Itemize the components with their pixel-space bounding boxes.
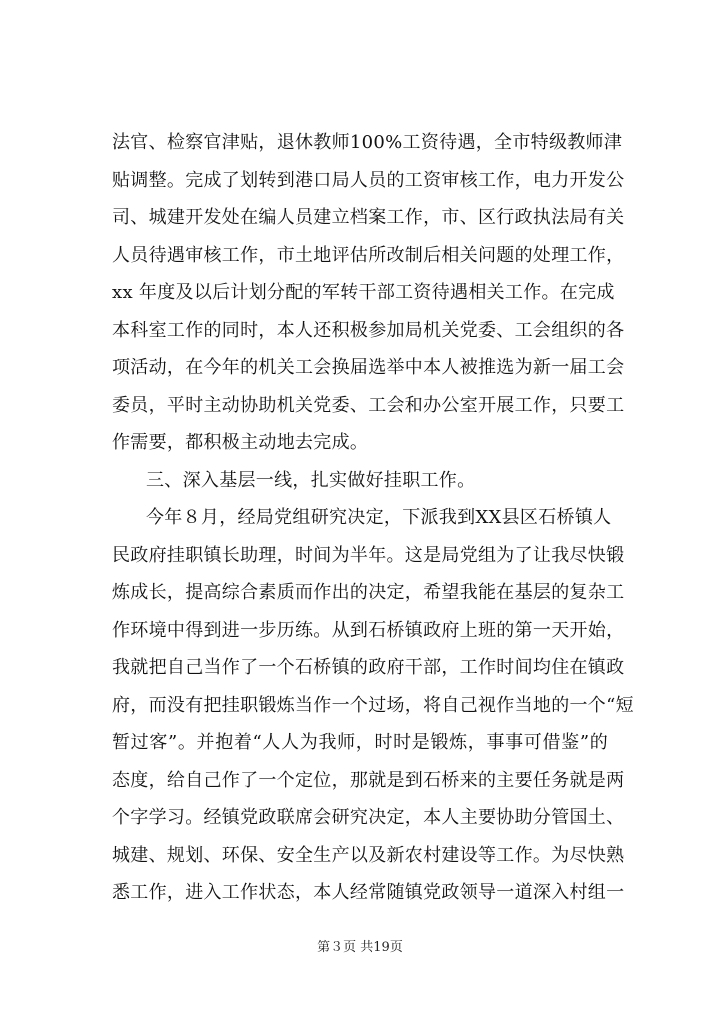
text-line: 态度，给自己作了一个定位，那就是到石桥来的主要任务就是两 (112, 769, 625, 791)
text-line: 委员，平时主动协助机关党委、工会和办公室开展工作，只要工 (112, 394, 625, 416)
text-line: 我就把自己当作了一个石桥镇的政府干部，工作时间均住在镇政 (112, 657, 625, 678)
text-line: 民政府挂职镇长助理，时间为半年。这是局党组为了让我尽快锻 (112, 544, 625, 566)
text-line: 人员待遇审核工作，市土地评估所改制后相关问题的处理工作， (112, 244, 625, 266)
text-line: 今年８月，经局党组研究决定，下派我到XX县区石桥镇人 (146, 507, 612, 528)
text-line: 贴调整。完成了划转到港口局人员的工资审核工作，电力开发公 (112, 169, 625, 191)
text-line: xx 年度及以后计划分配的军转干部工资待遇相关工作。在完成 (112, 282, 615, 303)
text-line: 司、城建开发处在编人员建立档案工作，市、区行政执法局有关 (112, 207, 625, 228)
document-body (112, 124, 634, 912)
page-number: 第３页 共19页 (317, 940, 403, 955)
text-line: 炼成长，提高综合素质而作出的决定，希望我能在基层的复杂工 (112, 582, 625, 603)
text-line: 城建、规划、环保、安全生产以及新农村建设等工作。为尽快熟 (112, 844, 625, 866)
text-line: 作需要，都积极主动地去完成。 (112, 432, 369, 453)
text-line: 暂过客”。并抱着“人人为我师，时时是锻炼，事事可借鉴”的 (112, 732, 608, 753)
text-line: 府，而没有把挂职锻炼当作一个过场，将自己视作当地的一个“短 (112, 694, 634, 716)
text-line: 作环境中得到进一步历练。从到石桥镇政府上班的第一天开始， (112, 619, 625, 641)
text-line: 本科室工作的同时，本人还积极参加局机关党委、工会组织的各 (112, 319, 625, 341)
text-line: 悉工作，进入工作状态，本人经常随镇党政领导一道深入村组一 (112, 882, 625, 903)
text-line: 法官、检察官津贴，退休教师100%工资待遇，全市特级教师津 (112, 132, 623, 153)
text-line: 个字学习。经镇党政联席会研究决定，本人主要协助分管国土、 (112, 807, 625, 828)
text-line: 项活动，在今年的机关工会换届选举中本人被推选为新一届工会 (112, 357, 625, 378)
section-heading: 三、深入基层一线，扎实做好挂职工作。 (146, 469, 476, 491)
